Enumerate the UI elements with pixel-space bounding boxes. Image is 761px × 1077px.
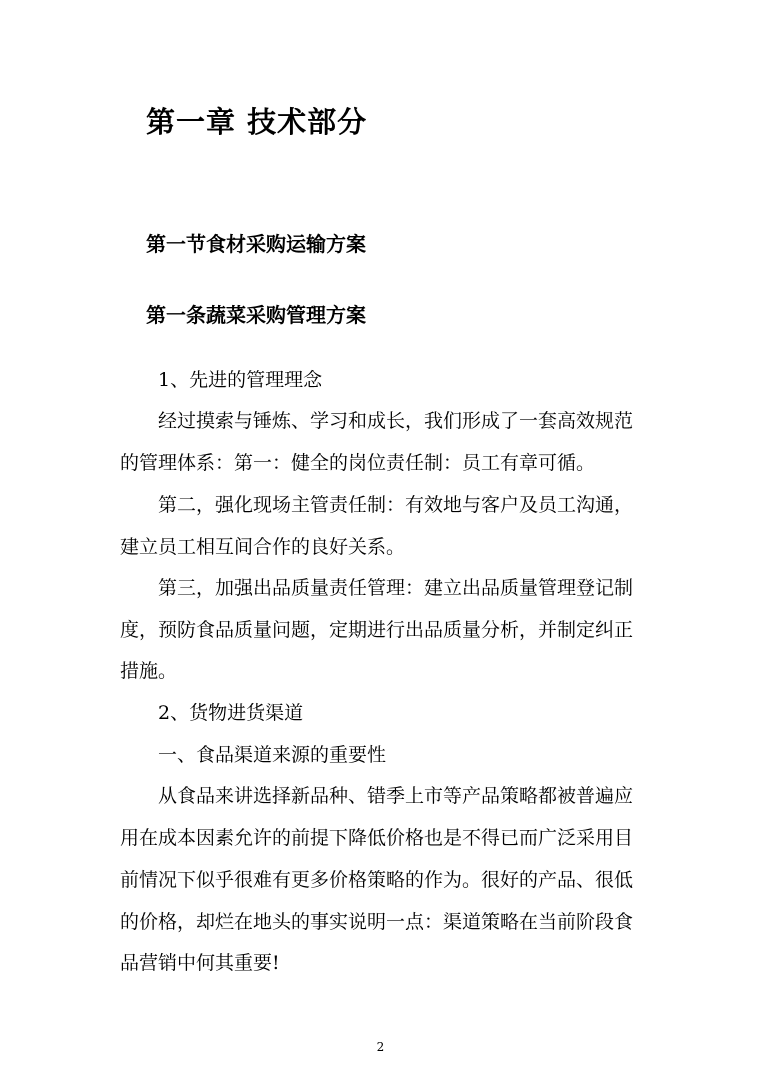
body-line: 经过摸索与锤炼、学习和成长，我们形成了一套高效规范 (158, 410, 634, 432)
section-title: 第一节食材采购运输方案 (146, 232, 366, 256)
body-line: 措施。 (120, 660, 178, 682)
chapter-title: 第一章 技术部分 (146, 105, 368, 139)
article-title: 第一条蔬菜采购管理方案 (146, 303, 366, 327)
body-line: 用在成本因素允许的前提下降低价格也是不得已而广泛采用目 (120, 827, 634, 849)
body-line: 一、食品渠道来源的重要性 (158, 744, 387, 766)
body-line: 第三，加强出品质量责任管理：建立出品质量管理登记制 (158, 577, 634, 599)
body-line: 度，预防食品质量问题，定期进行出品质量分析，并制定纠正 (120, 619, 634, 641)
body-line: 前情况下似乎很难有更多价格策略的作为。很好的产品、很低 (120, 869, 634, 891)
page-number: 2 (376, 1040, 385, 1054)
body-line: 建立员工相互间合作的良好关系。 (120, 536, 406, 558)
body-line: 品营销中何其重要! (120, 952, 280, 974)
body-line: 的价格，却烂在地头的事实说明一点：渠道策略在当前阶段食 (120, 911, 634, 933)
body-line: 1、先进的管理理念 (158, 369, 323, 391)
body-line: 第二，强化现场主管责任制：有效地与客户及员工沟通， (158, 494, 634, 516)
body-line: 的管理体系：第一：健全的岗位责任制：员工有章可循。 (120, 452, 596, 474)
body-line: 从食品来讲选择新品种、错季上市等产品策略都被普遍应 (158, 785, 634, 807)
body-line: 2、货物进货渠道 (158, 702, 304, 724)
